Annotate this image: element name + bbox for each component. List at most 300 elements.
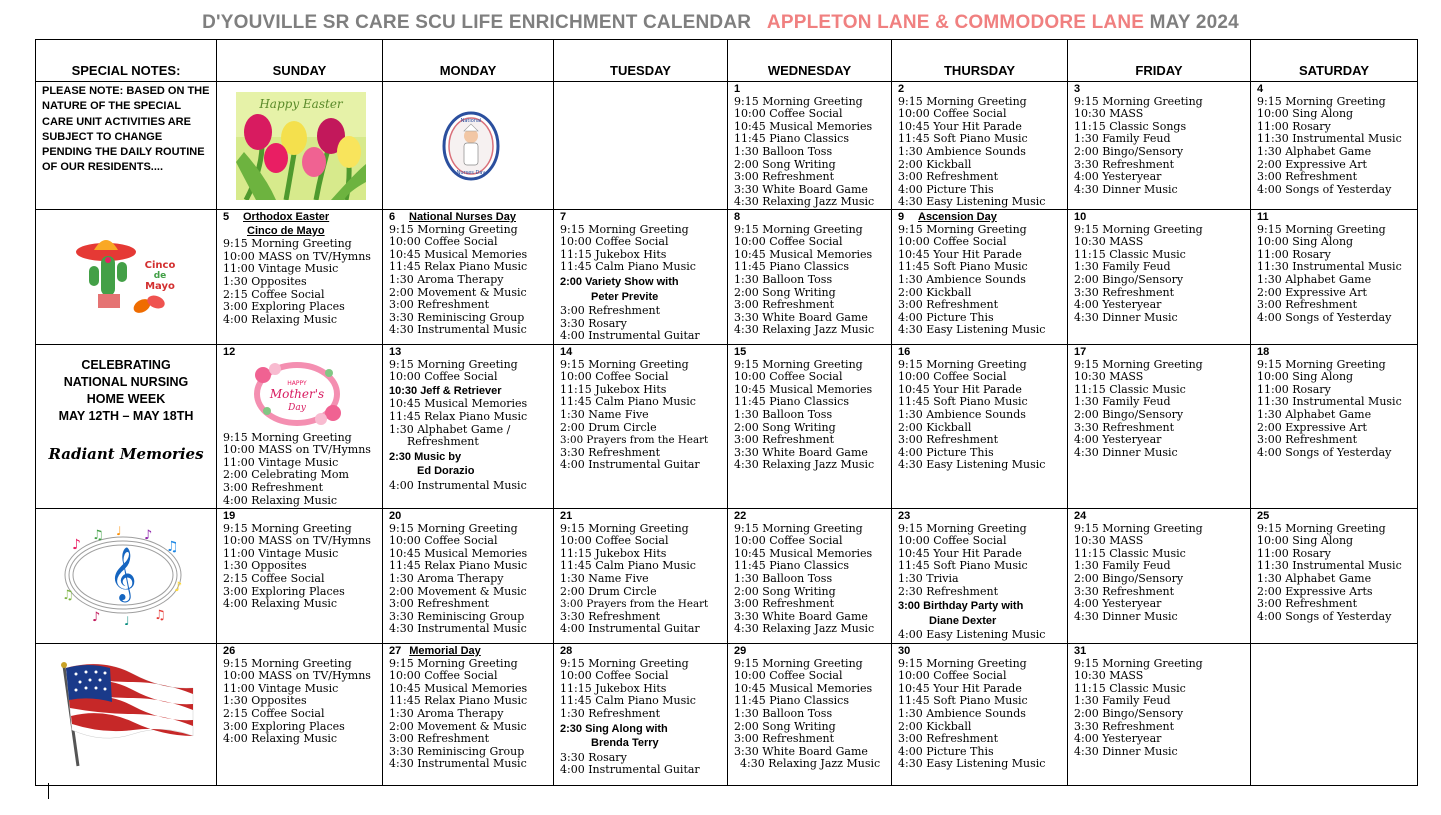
week-row-1 (36, 82, 1418, 210)
special-event-performer: Diane Dexter (929, 614, 997, 627)
activity: 4:00 Instrumental Guitar (560, 763, 700, 777)
day-cell-13 (383, 345, 554, 509)
day-cell-16 (892, 345, 1068, 509)
activity: 3:30 White Board Game (734, 310, 868, 324)
activity: 2:00 Song Writing (734, 285, 836, 299)
activity: 10:00 MASS on TV/Hymns (223, 669, 371, 683)
activity: 9:15 Morning Greeting (560, 521, 689, 535)
activity: 3:30 White Board Game (734, 182, 868, 196)
day-cell-3 (1068, 82, 1251, 210)
title-main: D'YOUVILLE SR CARE SCU LIFE ENRICHMENT CALENDAR (202, 12, 752, 33)
activity: 2:00 Kickball (898, 285, 972, 299)
activity: 3:30 Rosary (560, 750, 627, 764)
activity: 9:15 Morning Greeting (1074, 357, 1203, 371)
day-number: 17 (1074, 346, 1087, 358)
activity: 2:00 Bingo/Sensory (1074, 706, 1184, 720)
day-cell-12 (217, 345, 383, 509)
activity: 11:00 Vintage Music (223, 262, 339, 276)
activity: 11:45 Relax Piano Music (389, 260, 528, 274)
day-cell-6 (383, 210, 554, 345)
day-cell-27 (383, 644, 554, 786)
day-number: 29 (734, 645, 747, 657)
activity: 2:00 Expressive Art (1257, 285, 1367, 299)
day-cell-10 (1068, 210, 1251, 345)
activity: 3:30 Refreshment (1074, 285, 1175, 299)
header-row (36, 40, 1418, 82)
activity: 1:30 Aroma Therapy (389, 706, 504, 720)
day-number: 28 (560, 645, 573, 657)
svg-text:♩: ♩ (124, 614, 130, 625)
cinco-text-2: de (153, 271, 167, 281)
saturday-empty-cell (1251, 644, 1418, 786)
activity: 11:00 Rosary (1257, 119, 1331, 133)
activity: 4:00 Relaxing Music (223, 312, 338, 326)
activity: 10:45 Your Hit Parade (898, 119, 1022, 133)
day-number: 20 (389, 510, 402, 522)
activity: 11:15 Jukebox Hits (560, 681, 667, 695)
activity: 3:00 Refreshment (1257, 597, 1358, 611)
activity: 4:00 Picture This (898, 445, 994, 459)
activity: 1:30 Balloon Toss (734, 407, 833, 421)
activity: 3:30 White Board Game (734, 744, 868, 758)
activity: 4:30 Dinner Music (1074, 182, 1178, 196)
day-number: 13 (389, 346, 402, 358)
day-number: 10 (1074, 211, 1087, 223)
activity: 11:30 Instrumental Music (1257, 260, 1402, 274)
tuesday-empty-cell (554, 82, 728, 210)
activity: 10:45 Musical Memories (389, 247, 528, 261)
holiday-label: Ascension Day (918, 211, 997, 223)
activity: 3:00 Exploring Places (223, 300, 345, 314)
activity: 4:00 Picture This (898, 744, 994, 758)
activity: 4:30 Instrumental Music (389, 622, 527, 636)
activity: 1:30 Balloon Toss (734, 272, 833, 286)
activity: 1:30 Alphabet Game / (389, 422, 511, 436)
activity: 10:00 Sing Along (1257, 107, 1354, 121)
activity: 11:15 Jukebox Hits (560, 382, 667, 396)
activity: 10:00 Sing Along (1257, 370, 1354, 384)
day-number: 27 (389, 645, 402, 657)
activity: 11:45 Calm Piano Music (560, 694, 696, 708)
day-number: 18 (1257, 346, 1270, 358)
activity: 3:00 Refreshment (1257, 433, 1358, 447)
activity: 4:00 Songs of Yesterday (1257, 182, 1392, 196)
activity: 1:30 Balloon Toss (734, 571, 833, 585)
day-number: 31 (1074, 645, 1087, 657)
day-cell-9 (892, 210, 1068, 345)
activity: 2:00 Bingo/Sensory (1074, 571, 1184, 585)
activity: 3:00 Exploring Places (223, 584, 345, 598)
special-event-performer: Brenda Terry (591, 737, 659, 750)
activity: 4:30 Instrumental Music (389, 757, 527, 771)
activity: 10:00 Coffee Social (898, 107, 1007, 121)
holiday-label: Orthodox Easter (243, 211, 330, 223)
activity: 11:15 Classic Music (1074, 681, 1186, 695)
mothers-day-wreath-image (245, 361, 349, 427)
header-friday: FRIDAY (1068, 40, 1251, 82)
music-notes-wreath-image (58, 525, 188, 625)
activity: 3:00 Refreshment (389, 732, 490, 746)
activity: 3:00 Refreshment (734, 298, 835, 312)
activity: 10:00 Coffee Social (898, 534, 1007, 548)
activity: 10:00 Coffee Social (560, 669, 669, 683)
activity: 2:00 Expressive Art (1257, 420, 1367, 434)
activity: 9:15 Morning Greeting (1074, 94, 1203, 108)
american-flag-image (58, 658, 198, 768)
svg-text:♫: ♫ (92, 528, 104, 543)
activity: 1:30 Family Feud (1074, 395, 1171, 409)
easter-caption: Happy Easter (259, 97, 343, 111)
activity: 1:30 Balloon Toss (734, 706, 833, 720)
activity: 3:00 Refreshment (1257, 298, 1358, 312)
activity: 3:00 Refreshment (389, 597, 490, 611)
activity: 11:15 Classic Songs (1074, 119, 1187, 133)
day-number: 30 (898, 645, 911, 657)
activity: 3:00 Refreshment (734, 732, 835, 746)
activity: 9:15 Morning Greeting (560, 656, 689, 670)
activity: 10:45 Musical Memories (734, 681, 873, 695)
activity: 1:30 Ambience Sounds (898, 272, 1026, 286)
activity: 10:30 MASS (1074, 669, 1144, 683)
activity: 3:00 Refreshment (223, 480, 324, 494)
calendar-title (0, 12, 1441, 34)
activity: 9:15 Morning Greeting (389, 222, 518, 236)
activity: 9:15 Morning Greeting (1074, 656, 1203, 670)
sunday-easter-cell (217, 82, 383, 210)
activity: 9:15 Morning Greeting (1257, 357, 1386, 371)
activity: 3:30 Refreshment (1074, 420, 1175, 434)
wreath-text-2: Mother's (269, 386, 325, 401)
activity-continued: Refreshment (407, 435, 479, 449)
activity: 10:45 Your Hit Parade (898, 681, 1022, 695)
notes-cell-week1 (36, 82, 217, 210)
day-cell-25 (1251, 509, 1418, 644)
schedule-disclaimer: PLEASE NOTE: BASED ON THE NATURE OF THE SPECIAL CARE UNIT ACTIVITIES ARE SUBJECT TO CHANGE PENDING THE DAILY ROUTINE OF OUR RESIDENTS.... (42, 85, 210, 174)
activity: 9:15 Morning Greeting (898, 357, 1027, 371)
activity: 3:30 Refreshment (1074, 157, 1175, 171)
activity: 4:00 Relaxing Music (223, 732, 338, 746)
special-event: 3:00 Birthday Party with (898, 600, 1024, 613)
activity: 2:00 Kickball (898, 719, 972, 733)
activity: 11:30 Instrumental Music (1257, 559, 1402, 573)
activity: 11:45 Piano Classics (734, 395, 849, 409)
badge-bottom-text: Nurses Day (456, 170, 486, 176)
activity: 2:15 Coffee Social (223, 287, 325, 301)
activity: 9:15 Morning Greeting (898, 222, 1027, 236)
activity: 11:00 Vintage Music (223, 455, 339, 469)
header-thursday: THURSDAY (892, 40, 1068, 82)
day-number: 24 (1074, 510, 1087, 522)
activity: 2:00 Celebrating Mom (223, 468, 349, 482)
activity: 4:30 Relaxing Jazz Music (734, 622, 875, 636)
activity: 1:30 Ambience Sounds (898, 706, 1026, 720)
header-monday: MONDAY (383, 40, 554, 82)
day-number: 8 (734, 211, 741, 223)
cinco-text-1: Cinco (144, 260, 176, 271)
activity: 2:00 Bingo/Sensory (1074, 144, 1184, 158)
activity: 11:45 Soft Piano Music (898, 694, 1028, 708)
svg-text:♫: ♫ (154, 608, 166, 623)
activity: 1:30 Trivia (898, 571, 959, 585)
day-cell-29 (728, 644, 892, 786)
activity: 1:30 Ambience Sounds (898, 144, 1026, 158)
day-number: 4 (1257, 83, 1264, 95)
special-event-performer: Peter Previte (591, 290, 659, 303)
activity: 1:30 Family Feud (1074, 559, 1171, 573)
activity: 3:30 Reminiscing Group (389, 744, 525, 758)
activity: 4:00 Songs of Yesterday (1257, 310, 1392, 324)
special-event: 2:30 Sing Along with (560, 722, 668, 735)
activity: 9:15 Morning Greeting (734, 656, 863, 670)
activity: 11:45 Piano Classics (734, 132, 849, 146)
svg-text:♩: ♩ (116, 525, 122, 538)
activity: 2:30 Refreshment (898, 584, 999, 598)
activity: 11:45 Soft Piano Music (898, 395, 1028, 409)
activity: 2:00 Bingo/Sensory (1074, 407, 1184, 421)
badge-top-text: National (460, 118, 482, 124)
calendar-grid (35, 39, 1418, 786)
activity: 2:00 Bingo/Sensory (1074, 272, 1184, 286)
activity: 10:45 Musical Memories (734, 382, 873, 396)
activity: 9:15 Morning Greeting (389, 357, 518, 371)
activity: 10:00 MASS on TV/Hymns (223, 443, 371, 457)
activity: 9:15 Morning Greeting (223, 656, 352, 670)
activity: 9:15 Morning Greeting (734, 521, 863, 535)
activity: 4:00 Songs of Yesterday (1257, 609, 1392, 623)
activity: 9:15 Morning Greeting (1074, 222, 1203, 236)
activity: 10:30 MASS (1074, 370, 1144, 384)
banner-line: CELEBRATING (81, 358, 171, 372)
day-cell-1 (728, 82, 892, 210)
activity: 1:30 Name Five (560, 407, 649, 421)
activity: 1:30 Opposites (223, 559, 307, 573)
monday-nurses-cell (383, 82, 554, 210)
activity: 3:00 Exploring Places (223, 719, 345, 733)
activity: 9:15 Morning Greeting (734, 94, 863, 108)
activity: 1:30 Alphabet Game (1257, 407, 1372, 421)
activity: 1:30 Aroma Therapy (389, 571, 504, 585)
day-cell-7 (554, 210, 728, 345)
svg-text:♫: ♫ (166, 539, 179, 555)
day-cell-20 (383, 509, 554, 644)
activity: 11:15 Jukebox Hits (560, 247, 667, 261)
svg-text:♪: ♪ (144, 528, 153, 543)
activity: 10:00 Coffee Social (734, 534, 843, 548)
title-month: MAY 2024 (1149, 12, 1239, 33)
activity: 9:15 Morning Greeting (560, 222, 689, 236)
activity: 11:45 Calm Piano Music (560, 559, 696, 573)
day-cell-18 (1251, 345, 1418, 509)
day-number: 9 (898, 211, 905, 223)
day-cell-23 (892, 509, 1068, 644)
activity: 10:45 Your Hit Parade (898, 247, 1022, 261)
header-saturday: SATURDAY (1251, 40, 1418, 82)
activity: 3:30 Refreshment (1074, 584, 1175, 598)
activity: 10:45 Your Hit Parade (898, 546, 1022, 560)
activity: 2:15 Coffee Social (223, 706, 325, 720)
activity: 11:30 Instrumental Music (1257, 132, 1402, 146)
activity: 3:30 Refreshment (1074, 719, 1175, 733)
activity: 3:30 Rosary (560, 316, 627, 330)
activity: 4:00 Yesteryear (1074, 170, 1162, 184)
activity: 3:00 Refreshment (898, 298, 999, 312)
activity: 4:00 Instrumental Music (389, 478, 527, 492)
activity: 4:30 Easy Listening Music (898, 757, 1046, 771)
activity: 9:15 Morning Greeting (734, 357, 863, 371)
activity: 1:30 Balloon Toss (734, 144, 833, 158)
day-number: 7 (560, 211, 567, 223)
day-number: 2 (898, 83, 905, 95)
activity: 10:30 MASS (1074, 235, 1144, 249)
day-number: 25 (1257, 510, 1270, 522)
activity: 3:30 Reminiscing Group (389, 609, 525, 623)
day-cell-11 (1251, 210, 1418, 345)
activity: 11:45 Soft Piano Music (898, 559, 1028, 573)
activity: 9:15 Morning Greeting (560, 357, 689, 371)
activity: 1:30 Ambience Sounds (898, 407, 1026, 421)
activity: 4:00 Instrumental Guitar (560, 458, 700, 472)
activity: 10:00 Coffee Social (560, 534, 669, 548)
holiday-label: Memorial Day (409, 645, 481, 657)
activity: 4:00 Songs of Yesterday (1257, 445, 1392, 459)
special-event-performer: Ed Dorazio (417, 465, 475, 478)
activity: 1:30 Opposites (223, 694, 307, 708)
activity: 10:45 Musical Memories (734, 546, 873, 560)
activity: 10:45 Musical Memories (389, 397, 528, 411)
svg-text:♪: ♪ (174, 580, 183, 595)
activity: 1:30 Aroma Therapy (389, 272, 504, 286)
banner-date-range: MAY 12TH – MAY 18TH (58, 409, 194, 423)
activity: 1:30 Family Feud (1074, 260, 1171, 274)
day-number: 15 (734, 346, 747, 358)
activity: 9:15 Morning Greeting (1257, 94, 1386, 108)
activity: 10:00 MASS on TV/Hymns (223, 534, 371, 548)
activity: 3:00 Prayers from the Heart (560, 434, 709, 447)
activity: 4:30 Relaxing Jazz Music (740, 757, 881, 771)
activity: 10:45 Musical Memories (734, 247, 873, 261)
activity: 11:15 Classic Music (1074, 382, 1186, 396)
activity: 2:00 Movement & Music (389, 584, 527, 598)
activity: 11:45 Relax Piano Music (389, 559, 528, 573)
activity: 11:45 Piano Classics (734, 694, 849, 708)
activity: 1:30 Alphabet Game (1257, 144, 1372, 158)
activity: 10:00 Coffee Social (389, 235, 498, 249)
day-cell-19 (217, 509, 383, 644)
activity: 10:00 Coffee Social (560, 235, 669, 249)
activity: 2:00 Drum Circle (560, 584, 657, 598)
activity: 4:00 Instrumental Guitar (560, 622, 700, 636)
banner-line: NATIONAL NURSING (63, 375, 189, 389)
week-row-3 (36, 345, 1418, 509)
activity: 11:00 Rosary (1257, 247, 1331, 261)
day-number: 26 (223, 645, 236, 657)
activity: 4:00 Picture This (898, 182, 994, 196)
activity: 9:15 Morning Greeting (223, 237, 352, 251)
cinco-de-mayo-image (76, 232, 186, 322)
activity: 4:30 Relaxing Jazz Music (734, 323, 875, 337)
day-cell-15 (728, 345, 892, 509)
day-cell-28 (554, 644, 728, 786)
activity: 4:00 Picture This (898, 310, 994, 324)
notes-cell-week2 (36, 210, 217, 345)
week-row-5 (36, 644, 1418, 786)
activity: 4:30 Dinner Music (1074, 310, 1178, 324)
svg-text:♪: ♪ (92, 610, 101, 625)
activity: 1:30 Refreshment (560, 706, 661, 720)
header-wednesday: WEDNESDAY (728, 40, 892, 82)
activity: 11:00 Rosary (1257, 382, 1331, 396)
activity: 2:00 Movement & Music (389, 285, 527, 299)
activity: 10:45 Your Hit Parade (898, 382, 1022, 396)
activity: 2:00 Song Writing (734, 420, 836, 434)
nurses-day-badge-image (441, 110, 501, 182)
notes-cell-week3 (36, 345, 217, 509)
day-cell-26 (217, 644, 383, 786)
activity: 2:00 Song Writing (734, 584, 836, 598)
activity: 10:00 Coffee Social (898, 370, 1007, 384)
activity: 3:30 Refreshment (560, 609, 661, 623)
activity: 9:15 Morning Greeting (898, 656, 1027, 670)
activity: 10:45 Musical Memories (389, 546, 528, 560)
easter-tulips-image (236, 92, 366, 200)
day-cell-8 (728, 210, 892, 345)
activity: 2:15 Coffee Social (223, 571, 325, 585)
day-number: 21 (560, 510, 573, 522)
activity: 4:00 Yesteryear (1074, 433, 1162, 447)
activity: 11:15 Jukebox Hits (560, 546, 667, 560)
title-location: APPLETON LANE & COMMODORE LANE (766, 12, 1145, 33)
activity: 4:30 Relaxing Jazz Music (734, 458, 875, 472)
activity: 3:00 Refreshment (1257, 170, 1358, 184)
activity: 9:15 Morning Greeting (1074, 521, 1203, 535)
holiday-label-2: Cinco de Mayo (247, 224, 325, 237)
activity: 1:30 Alphabet Game (1257, 571, 1372, 585)
activity: 10:30 MASS (1074, 107, 1144, 121)
activity: 10:00 Coffee Social (898, 669, 1007, 683)
day-number: 23 (898, 510, 911, 522)
activity: 3:00 Refreshment (389, 298, 490, 312)
holiday-label: National Nurses Day (409, 211, 516, 223)
special-event: 2:00 Variety Show with (560, 275, 679, 288)
activity: 3:00 Refreshment (898, 732, 999, 746)
activity: 10:00 Coffee Social (734, 370, 843, 384)
activity: 4:00 Yesteryear (1074, 298, 1162, 312)
activity: 4:30 Relaxing Jazz Music (734, 195, 875, 209)
activity: 11:30 Instrumental Music (1257, 395, 1402, 409)
activity: 3:00 Prayers from the Heart (560, 598, 709, 611)
day-number: 5 (223, 211, 230, 223)
activity: 11:45 Piano Classics (734, 559, 849, 573)
activity: 10:00 Coffee Social (898, 235, 1007, 249)
header-special-notes: SPECIAL NOTES: (36, 40, 217, 82)
day-cell-24 (1068, 509, 1251, 644)
activity: 4:00 Yesteryear (1074, 732, 1162, 746)
activity: 4:00 Relaxing Music (223, 493, 338, 507)
activity: 4:00 Yesteryear (1074, 597, 1162, 611)
day-number: 19 (223, 510, 236, 522)
activity: 1:30 Family Feud (1074, 694, 1171, 708)
activity: 10:30 MASS (1074, 534, 1144, 548)
day-cell-22 (728, 509, 892, 644)
activity: 11:45 Relax Piano Music (389, 694, 528, 708)
day-number: 12 (223, 346, 236, 358)
day-cell-21 (554, 509, 728, 644)
day-cell-5 (217, 210, 383, 345)
activity: 3:30 White Board Game (734, 445, 868, 459)
activity: 10:45 Musical Memories (389, 681, 528, 695)
activity: 3:00 Refreshment (560, 304, 661, 318)
activity: 11:45 Calm Piano Music (560, 395, 696, 409)
